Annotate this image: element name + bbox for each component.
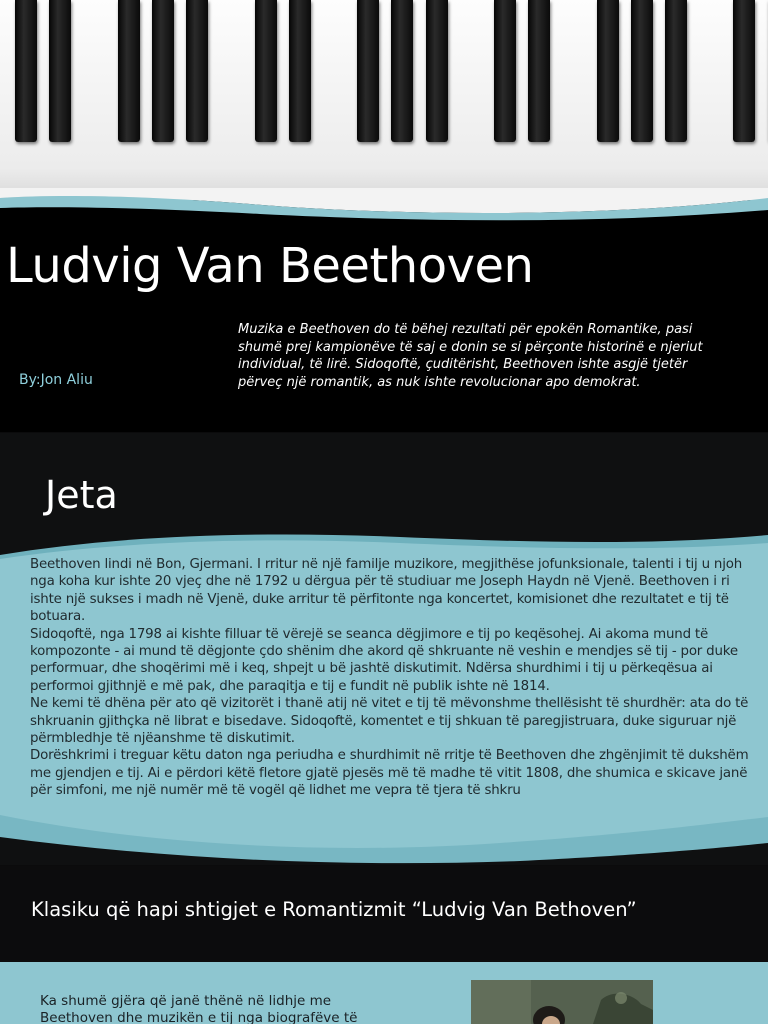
- klasiku-line: Beethoven dhe muzikën e tij nga biografëve të: [40, 1010, 358, 1024]
- biography-paragraph: Ne kemi të dhëna për ato që vizitorët i thanë atij në vitet e tij të mëvonshme thellësisht të shurdhër: ata do të shkruanin gjithçka në librat e bisedave. Sidoqoftë, komentet e tij shkuan të paregjistruara, duke siguruar një përmbledhje të njëanshme të diskutimit.: [30, 696, 749, 747]
- portrait-painting: [471, 980, 653, 1024]
- black-key: [631, 0, 653, 142]
- title-slide: [0, 0, 768, 432]
- black-key: [665, 0, 687, 142]
- black-key: [255, 0, 277, 142]
- black-key: [733, 0, 755, 142]
- biography-paragraph: Dorëshkrimi i treguar këtu daton nga periudha e shurdhimit në rritje të Beethoven dhe zhgënjimit të dukshëm me gjendjen e tij. Ai e përdori këtë fletore gjatë pjesës më të madhe të vitit 1808, dhe shumica e skicave janë për simfoni, me një numër më të vogël që lidhet me vepra të tjera të shkru: [30, 748, 749, 799]
- black-key: [118, 0, 140, 142]
- black-key: [597, 0, 619, 142]
- section-title: Klasiku që hapi shtigjet e Romantizmit “Ludvig Van Bethoven”: [31, 898, 637, 921]
- author-credit: By:Jon Aliu: [19, 372, 93, 388]
- black-key: [186, 0, 208, 142]
- black-key: [15, 0, 37, 142]
- biography-paragraph: Sidoqoftë, nga 1798 ai kishte filluar të vërejë se seanca dëgjimore e tij po keqësohej. Ai akoma mund të kompozonte - ai mund të dëgjonte çdo shënim dhe akord që shkruante në veshin e mendjes së tij - por duke performuar, dhe shoqërimi më i keq, shpejt u bë jashtë diskutimit. Ndërsa shurdhimi i tij u përkeqësua ai performoi gjithnjë e më pak, dhe paraqitja e tij e fundit në publik ishte në 1814.: [30, 626, 738, 694]
- klasiku-slide: [0, 866, 768, 1024]
- intro-text: Muzika e Beethoven do të bëhej rezultati për epokën Romantike, pasi shumë prej kampionëve të saj e donin se si përçonte historinë e njeriut individual, të lirë. Sidoqoftë, çuditërisht, Beethoven ishte asgjë tjetër përveç një romantik, as nuk ishte revolucionar apo demokrat.: [238, 322, 703, 390]
- klasiku-text: [40, 993, 370, 1024]
- black-key: [49, 0, 71, 142]
- black-key: [494, 0, 516, 142]
- biography-text: [30, 556, 762, 800]
- slide-title: Ludvig Van Beethoven: [6, 238, 534, 294]
- black-key: [426, 0, 448, 142]
- klasiku-line: Ka shumë gjëra që janë thënë në lidhje me: [40, 993, 332, 1009]
- black-key: [528, 0, 550, 142]
- teal-wave-divider: [0, 188, 768, 228]
- beethoven-portrait-image: [471, 980, 653, 1024]
- black-key: [357, 0, 379, 142]
- biography-paragraph: Beethoven lindi në Bon, Gjermani. I rritur në një familje muzikore, megjithëse jofunksionale, talenti i tij u njoh nga koha kur ishte 20 vjeç dhe në 1792 u dërgua për të studiuar me Joseph Haydn në Vjenë. Beethoven i ri ishte një sukses i madh në Vjenë, duke arritur të përfitonte nga koncertet, komisionet dhe rezultatet e tij të botuara.: [30, 557, 743, 625]
- black-key: [391, 0, 413, 142]
- black-key: [152, 0, 174, 142]
- black-key: [289, 0, 311, 142]
- section-title: Jeta: [45, 473, 118, 517]
- piano-keyboard-image: [0, 0, 768, 200]
- jeta-slide: [0, 433, 768, 865]
